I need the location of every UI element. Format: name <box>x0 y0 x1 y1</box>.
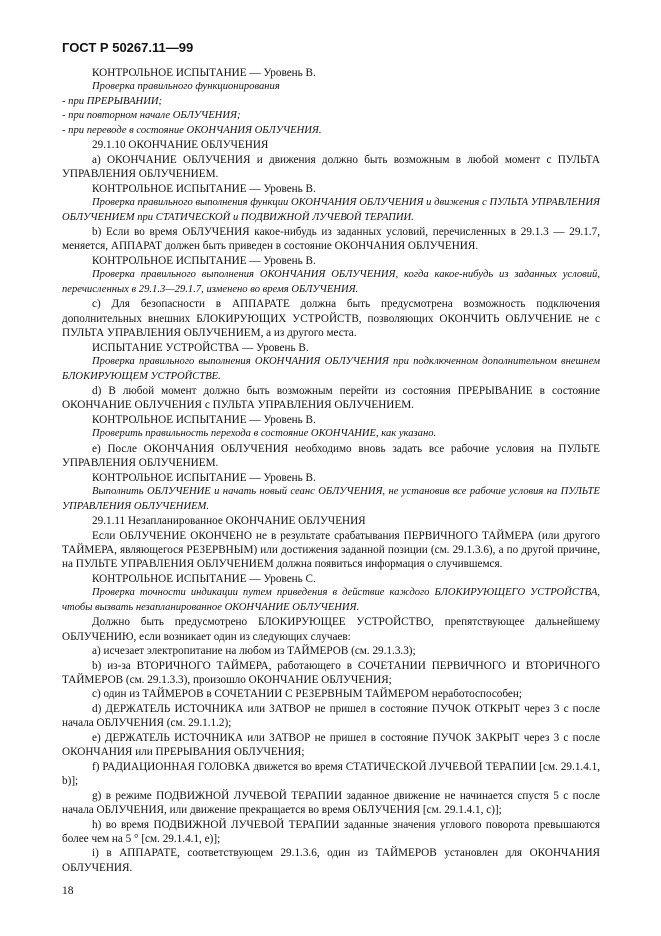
paragraph: Проверить правильность перехода в состояние ОКОНЧАНИЕ, как указано. <box>92 428 437 440</box>
paragraph: КОНТРОЛЬНОЕ ИСПЫТАНИЕ — Уровень В. <box>92 413 316 426</box>
document-body <box>62 66 600 875</box>
paragraph: Проверка правильного выполнения функции ОКОНЧАНИЯ ОБЛУЧЕНИЯ и движения с ПУЛЬТА УПРАВЛЕНИЯ ОБЛУЧЕНИЕМ при СТАТИЧЕСКОЙ и ПОДВИЖНОЙ ЛУЧЕВОЙ ТЕРАПИИ. <box>62 197 600 223</box>
paragraph: КОНТРОЛЬНОЕ ИСПЫТАНИЕ — Уровень В. <box>92 182 316 195</box>
paragraph: Проверка правильного выполнения ОКОНЧАНИЯ ОБЛУЧЕНИЯ, когда какое-нибудь из заданных условий, перечисленных в 29.1.3—29.1.7, изменено во время ОБЛУЧЕНИЯ. <box>62 269 600 295</box>
paragraph: - при повторном начале ОБЛУЧЕНИЯ; <box>62 110 241 122</box>
paragraph: КОНТРОЛЬНОЕ ИСПЫТАНИЕ — Уровень С. <box>92 572 316 585</box>
paragraph: Должно быть предусмотрено БЛОКИРУЮЩЕЕ УСТРОЙСТВО, препятствующее дальнейшему ОБЛУЧЕНИЮ, если возникает один из следующих случаев: <box>62 616 600 643</box>
paragraph: 29.1.10 ОКОНЧАНИЕ ОБЛУЧЕНИЯ <box>92 139 269 152</box>
paragraph: d) ДЕРЖАТЕЛЬ ИСТОЧНИКА или ЗАТВОР не пришел в состояние ПУЧОК ОТКРЫТ через 3 с после начала ОБЛУЧЕНИЯ (см. 29.1.1.2); <box>62 702 600 730</box>
paragraph: h) во время ПОДВИЖНОЙ ЛУЧЕВОЙ ТЕРАПИИ заданные значения углового поворота превышаются более чем на 5 ° [см. 29.1.4.1, е)]; <box>62 818 600 846</box>
paragraph: 29.1.11 Незапланированное ОКОНЧАНИЕ ОБЛУЧЕНИЯ <box>92 515 366 528</box>
paragraph: а) исчезает электропитание на любом из ТАЙМЕРОВ (см. 29.1.3.3); <box>92 645 416 658</box>
paragraph: Проверка точности индикации путем приведения в действие каждого БЛОКИРУЮЩЕГО УСТРОЙСТВА, чтобы вызвать незапланированное ОКОНЧАНИЕ ОБЛУЧЕНИЯ. <box>62 587 600 613</box>
paragraph: d) В любой момент должно быть возможным перейти из состояния ПРЕРЫВАНИЕ в состояние ОКОНЧАНИЕ ОБЛУЧЕНИЯ с ПУЛЬТА УПРАВЛЕНИЯ ОБЛУЧЕНИЕМ. <box>62 384 600 412</box>
paragraph: КОНТРОЛЬНОЕ ИСПЫТАНИЕ — Уровень В. <box>92 471 316 484</box>
paragraph: е) После ОКОНЧАНИЯ ОБЛУЧЕНИЯ необходимо вновь задать все рабочие условия на ПУЛЬТЕ УПРАВЛЕНИЯ ОБЛУЧЕНИЕМ. <box>62 442 600 470</box>
paragraph: f) РАДИАЦИОННАЯ ГОЛОВКА движется во время СТАТИЧЕСКОЙ ЛУЧЕВОЙ ТЕРАПИИ [см. 29.1.4.1, b)]; <box>62 760 600 788</box>
paragraph: Проверка правильного выполнения ОКОНЧАНИЯ ОБЛУЧЕНИЯ при подключенном дополнительном внешнем БЛОКИРУЮЩЕМ УСТРОЙСТВЕ. <box>62 356 600 382</box>
paragraph: с) один из ТАЙМЕРОВ в СОЧЕТАНИИ С РЕЗЕРВНЫМ ТАЙМЕРОМ неработоспособен; <box>92 688 522 701</box>
paragraph: b) Если во время ОБЛУЧЕНИЯ какое-нибудь из заданных условий, перечисленных в 29.1.3 — 29.1.7, меняется, АППАРАТ должен быть приведен в состояние ОКОНЧАНИЯ ОБЛУЧЕНИЯ. <box>62 225 600 253</box>
paragraph: КОНТРОЛЬНОЕ ИСПЫТАНИЕ — Уровень В. <box>92 254 316 267</box>
paragraph: i) в АППАРАТЕ, соответствующем 29.1.3.6, один из ТАЙМЕРОВ установлен для ОКОНЧАНИЯ ОБЛУЧЕНИЯ. <box>62 847 600 874</box>
paragraph: ИСПЫТАНИЕ УСТРОЙСТВА — Уровень В. <box>92 341 309 354</box>
paragraph: е) ДЕРЖАТЕЛЬ ИСТОЧНИКА или ЗАТВОР не пришел в состояние ПУЧОК ЗАКРЫТ через 3 с после ОКОНЧАНИЯ или ПРЕРЫВАНИЯ ОБЛУЧЕНИЯ; <box>62 731 600 759</box>
paragraph: b) из-за ВТОРИЧНОГО ТАЙМЕРА, работающего в СОЧЕТАНИИ ПЕРВИЧНОГО И ВТОРИЧНОГО ТАЙМЕРОВ (см. 29.1.3.3), произошло ОКОНЧАНИЕ ОБЛУЧЕНИЯ; <box>62 659 600 687</box>
paragraph: Выполнить ОБЛУЧЕНИЕ и начать новый сеанс ОБЛУЧЕНИЯ, не установив все рабочие условия на ПУЛЬТЕ УПРАВЛЕНИЯ ОБЛУЧЕНИЕМ. <box>62 486 600 512</box>
paragraph: - при переводе в состояние ОКОНЧАНИЯ ОБЛУЧЕНИЯ. <box>62 124 322 136</box>
paragraph: - при ПРЕРЫВАНИИ; <box>62 95 163 107</box>
page-number: 18 <box>62 885 74 897</box>
paragraph: Если ОБЛУЧЕНИЕ ОКОНЧЕНО не в результате срабатывания ПЕРВИЧНОГО ТАЙМЕРА (или другого ТАЙМЕРА, являющегося РЕЗЕРВНЫМ) или достижения заданной позиции (см. 29.1.3.6), а по другой причине, на ПУЛЬТЕ УПРАВЛЕНИЯ ОБЛУЧЕНИЕМ должна появиться информация о случившемся. <box>62 529 600 571</box>
paragraph: с) Для безопасности в АППАРАТЕ должна быть предусмотрена возможность подключения дополнительных внешних БЛОКИРУЮЩИХ УСТРОЙСТВ, позволяющих ОКОНЧИТЬ ОБЛУЧЕНИЕ не с ПУЛЬТА УПРАВЛЕНИЯ ОБЛУЧЕНИЕМ, а из другого места. <box>62 298 600 340</box>
paragraph: а) ОКОНЧАНИЕ ОБЛУЧЕНИЯ и движения должно быть возможным в любой момент с ПУЛЬТА УПРАВЛЕНИЯ ОБЛУЧЕНИЕМ. <box>62 153 600 181</box>
paragraph: Проверка правильного функционирования <box>92 81 280 93</box>
document-header: ГОСТ Р 50267.11—99 <box>62 40 194 55</box>
paragraph: КОНТРОЛЬНОЕ ИСПЫТАНИЕ — Уровень В. <box>92 67 316 79</box>
paragraph: g) в режиме ПОДВИЖНОЙ ЛУЧЕВОЙ ТЕРАПИИ заданное движение не начинается спустя 5 с после начала ОБЛУЧЕНИЯ, или движение прекращается во время ОБЛУЧЕНИЯ [см. 29.1.4.1, с)]; <box>62 789 600 817</box>
